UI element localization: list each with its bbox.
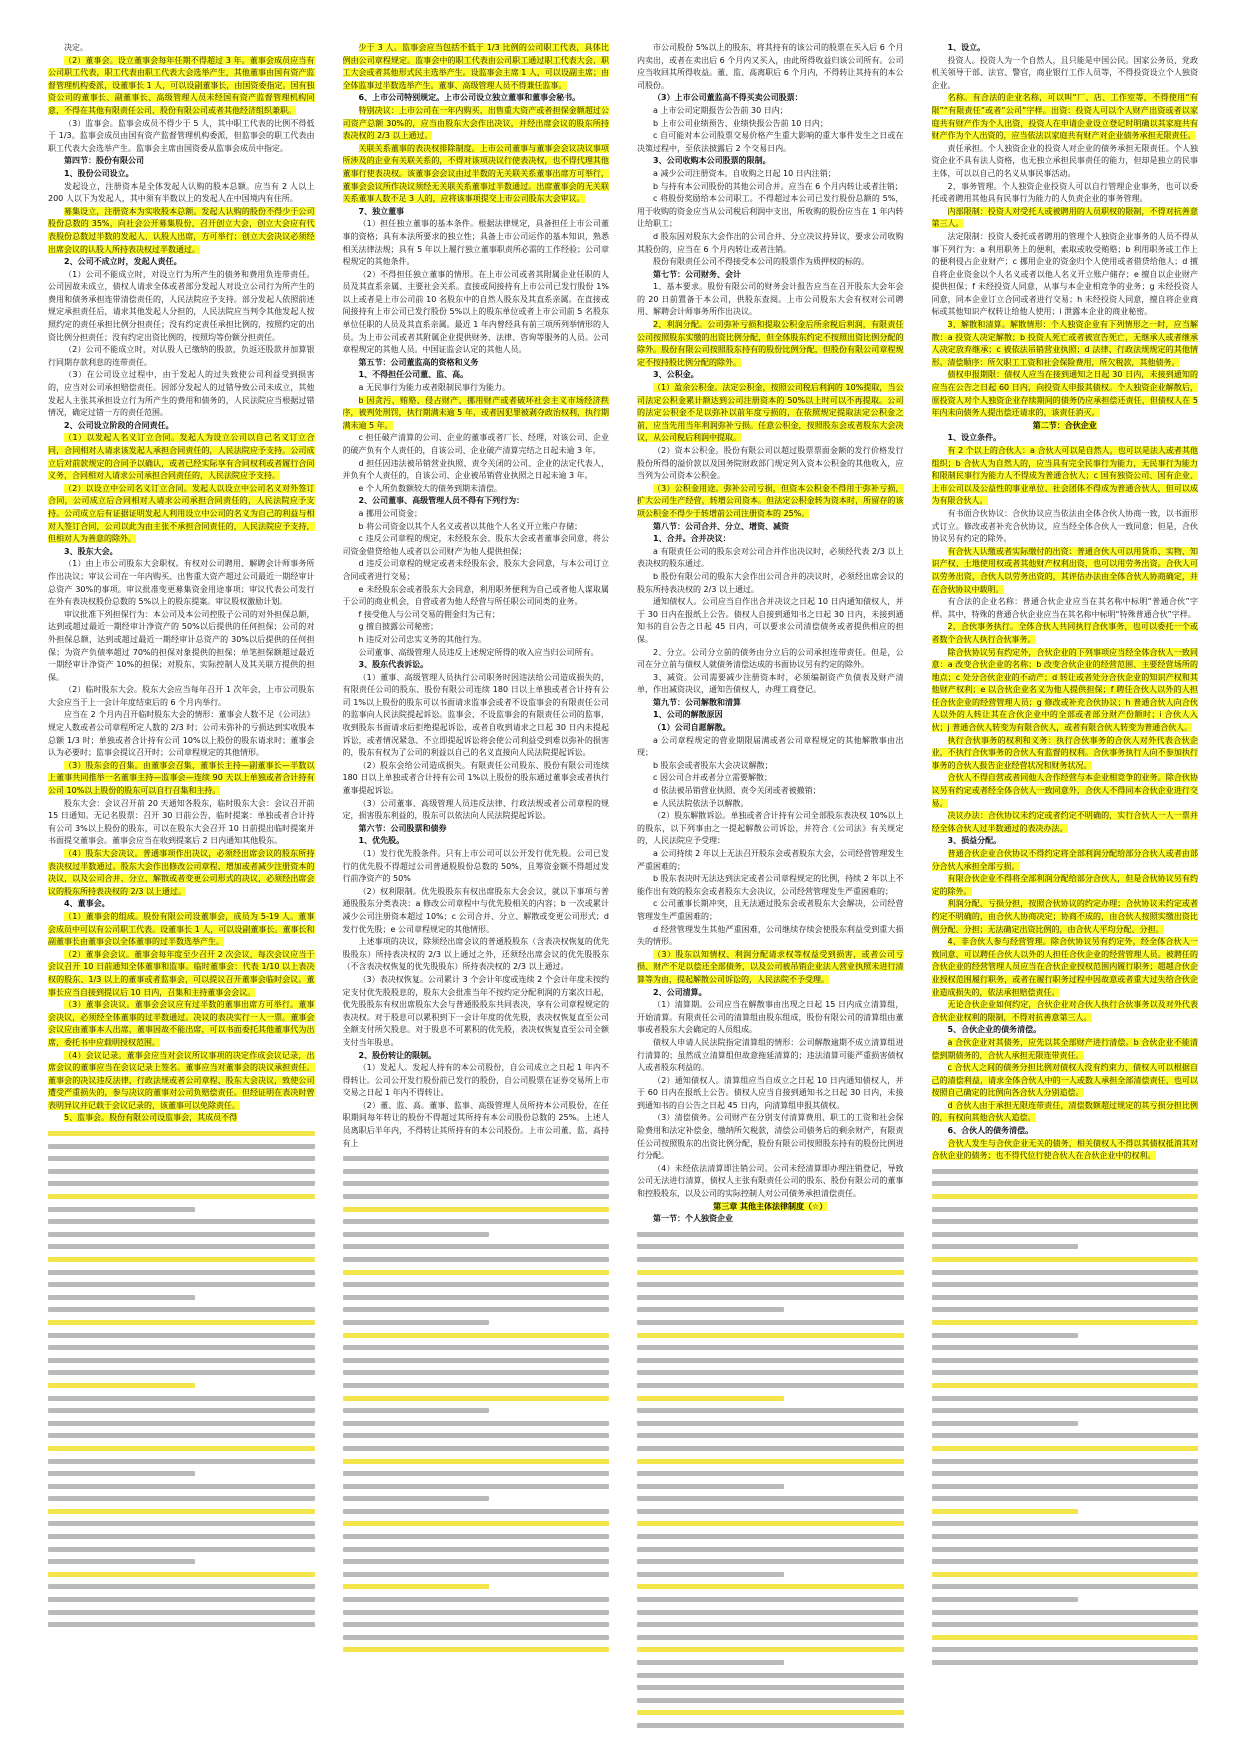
section-heading: 第三章 其他主体法律制度（☆） <box>713 1201 828 1211</box>
paragraph: （2）通知债权人。清算组应当自成立之日起 10 日内通知债权人，并于 60 日内在报纸上公告。债权人应当自接到通知书之日起 30 日内，未接到通知书的自公告之日起 45 日内，向清算组申报其债权。 <box>637 1075 904 1110</box>
paragraph: 3、损益分配。 <box>947 836 1002 846</box>
text-column-4 <box>932 42 1199 1732</box>
paragraph: 第八节：公司合并、分立、增资、减资 <box>653 521 789 531</box>
paragraph: 责任承担。个人独资企业的投资人对企业的债务承担无限责任。个人独资企业不具有法人资格，也无独立承担民事责任的能力，但却是独立的民事主体，可以以自己的名义从事民事活动。 <box>931 143 1198 178</box>
paragraph: d 合伙人由于承担无限连带责任，清偿数额超过规定的其亏损分担比例的，有权向其他合伙人追偿。 <box>931 1100 1198 1123</box>
paragraph: （3）监事会。监事会成员不得少于 5 人，其中职工代表的比例不得低于 1/3。监事会成员由国有资产监督管理机构委派，但监事会的职工代表由职工代表大会选举产生。监事会主席由国资委从监事会成员中指定。 <box>48 118 315 153</box>
paragraph: 3、股东代表诉讼。 <box>358 660 429 670</box>
paragraph: （3）公积金用途。弥补公司亏损，但资本公积金不得用于弥补亏损，扩大公司生产经营，转增公司资本。但法定公积金转为资本时，所留存的该项公积金不得少于转增前公司注册资本的 25%。 <box>637 483 904 518</box>
paragraph: c 合伙人之间的债务分担比例对债权人没有约束力，债权人可以根据自己的清偿利益，请求全体合伙人中的一人或数人承担全部清偿责任，也可以按照自己确定的比例向各合伙人分别追偿。 <box>931 1063 1198 1098</box>
paragraph: c 将股份奖励给本公司职工。不得超过本公司已发行股份总额的 5%，用于收购的资金应当从公司税后利润中支出，所收购的股份应当在 1 年内转让给职工； <box>637 194 904 229</box>
paragraph: （2）董事会。设立董事会每年任期不得超过 3 年。董事会成员应当有公司职工代表，职工代表由职工代表大会选举产生，其他董事由国有资产监督管理机构委派，设董事长 1 人，可以设副董事长，由国资委指定。国有独资公司的董事长、副董事长、高级管理人员未经国有资产监督管理机构同意，不得在其他有限责任公司、股份有限公司或者其他经济组织兼职。 <box>48 55 315 115</box>
text-column-2 <box>343 42 610 1732</box>
paragraph: a 挪用公司资金； <box>358 508 422 518</box>
paragraph: 债权申报期限：债权人应当在接到通知之日起 30 日内，未接到通知的应当在公告之日起 60 日内，向投资人申报其债权。个人独资企业解散后，原投资人对个人独资企业存续期间的债务仍应承担偿还责任，但债权人在 5 年内未向债务人提出偿还请求的，该责任消灭。 <box>931 370 1198 418</box>
paragraph: 公司董事、高级管理人员违反上述规定所得的收入应当归公司所有。 <box>358 647 599 657</box>
paragraph: 利润分配、亏损分担，按照合伙协议的约定办理；合伙协议未约定或者约定不明确的，由合伙人协商决定；协商不成的，由合伙人按照实缴出资比例分配、分担；无法确定出资比例的，由合伙人平均分配、分担。 <box>931 899 1198 934</box>
document-page <box>48 42 1198 1732</box>
paragraph: 合伙人不得自营或者同他人合作经营与本企业相竞争的业务。除合伙协议另有约定或者经全体合伙人一致同意外，合伙人不得同本合伙企业进行交易。 <box>931 773 1198 808</box>
paragraph: 决议办法：合伙协议未约定或者约定不明确的，实行合伙人一人一票并经全体合伙人过半数通过的表决办法。 <box>931 811 1198 833</box>
paragraph: （4）未经依法清算即注销公司。公司未经清算即办理注销登记，导致公司无法进行清算，债权人主张有限责任公司的股东、股份有限公司的董事和控股股东，以及公司的实际控制人对公司债务承担清偿责任。 <box>637 1163 904 1199</box>
paragraph: 无论合伙企业如何约定，合伙企业对合伙人执行合伙事务以及对外代表合伙企业权利的限制，不得对抗善意第三人。 <box>931 1000 1198 1022</box>
paragraph: 2、公司清算。 <box>653 987 707 997</box>
paragraph: （1）董事会的组成。股份有限公司设董事会，成员为 5-19 人。董事会成员中可以有公司职工代表。设董事长 1 人，可以设副董事长。董事长和副董事长由董事会以全体董事的过半数选举产生。 <box>48 911 315 947</box>
paragraph: 2、股份转让的限制。 <box>358 1050 437 1060</box>
paragraph: 1、基本要求。股份有限公司的财务会计报告应当在召开股东大会年会的 20 日前置备于本公司，供股东查阅。上市公司股东大会有权对公司聘用、解聘会计师事务所作出决议。 <box>637 282 904 317</box>
paragraph: 少于 3 人。监事会应当包括不低于 1/3 比例的公司职工代表，具体比例由公司章程规定。监事会中的职工代表由公司职工通过职工代表大会、职工大会或者其他形式民主选举产生。设监事会主席 1 人，可以设副主席；由全体监事过半数选举产生。董事、高级管理人员不得兼任监事。 <box>342 43 609 90</box>
paragraph: 1、设立。 <box>947 43 986 52</box>
paragraph: 第五节：公司董监高的资格和义务 <box>358 357 479 367</box>
paragraph: （3）上市公司董监高不得买卖公司股票： <box>653 93 803 103</box>
paragraph: g 擅自披露公司秘密； <box>358 622 439 632</box>
paragraph: c 自可能对本公司股票交易价格产生重大影响的重大事件发生之日或在决策过程中，至依法披露后 2 个交易日内。 <box>637 131 904 153</box>
paragraph: b 将公司资金以其个人名义或者以其他个人名义开立账户存储； <box>358 521 583 531</box>
paragraph: 除合伙协议另有约定外，合伙企业的下列事项应当经全体合伙人一致同意：a 改变合伙企业的名称；b 改变合伙企业的经营范围、主要经营场所的地点；c 处分合伙企业的不动产；d 转让或者处分合伙企业的知识产权和其他财产权利；e 以合伙企业名义为他人提供担保；f 聘任合伙人以外的人担任合伙企业的经营管理人员；g 修改或补充合伙协议；h 普通合伙人向合伙人以外的人转让其在合伙企业中的全部或者部分财产份额时；i 合伙人入伙；j 普通合伙人转变为有限合伙人，或者有限合伙人转变为普通合伙人。 <box>931 647 1198 733</box>
paragraph: （2）股东解散诉讼。单独或者合计持有公司全部股东表决权 10%以上的股东，以下列事由之一提起解散公司诉讼，并符合《公司法》有关规定的，人民法院应予受理： <box>637 811 904 846</box>
paragraph: c 违反公司章程的规定，未经股东会、股东大会或者董事会同意，将公司资金借贷给他人或者以公司财产为他人提供担保； <box>342 534 609 556</box>
paragraph: b 因贪污、贿赂、侵占财产、挪用财产或者破坏社会主义市场经济秩序，被判处刑罚，执行期满未逾 5 年，或者因犯罪被剥夺政治权利，执行期满未逾 5 年。 <box>342 395 609 430</box>
text-column-1 <box>48 42 315 1732</box>
paragraph: 法定限制：投资人委托或者聘用的管理个人独资企业事务的人员不得从事下列行为：a 利用职务上的便利，索取或收受贿赂；b 利用职务或工作上的便利侵占企业财产；c 挪用企业的资金归个人使用或者借贷给他人；d 擅自将企业资金以个人名义或者以他人名义开立账户储存；e 擅自以企业财产提供担保；f 未经投资人同意，从事与本企业相竞争的业务；g 未经投资人同意，同本企业订立合同或者进行交易；h 未经投资人同意，擅自将企业商标或其他知识产权转让给他人使用；i 泄露本企业的商业秘密。 <box>931 231 1198 317</box>
paragraph: 4、非合伙人参与经营管理。除合伙协议另有约定外，经全体合伙人一致同意，可以聘任合伙人以外的人担任合伙企业的经营管理人员。被聘任的合伙企业的经营管理人员应当在合伙企业授权范围内履行职务；超越合伙企业授权范围履行职务，或者在履行职务过程中因故意或者重大过失给合伙企业造成损失的，依法承担赔偿责任。 <box>931 937 1198 997</box>
paragraph: 市公司股份 5%以上的股东，将其持有的该公司的股票在买入后 6 个月内卖出，或者在卖出后 6 个月内又买入，由此所得收益归该公司所有。公司应当收回其所得收益。董、监、高离职后 6 个月内，不得转让其持有的本公司股份。 <box>637 43 904 90</box>
paragraph: （2）不得担任独立董事的情形。在上市公司或者其附属企业任职的人员及其直系亲属、主要社会关系。直接或间接持有上市公司已发行股份 1%以上或者是上市公司前 10 名股东中的自然人股东及其直系亲属。在直接或间接持有上市公司已发行股份 5%以上的股东单位或者上市公司前 5 名股东单位任职的人员及其直系亲属。最近 1 年内曾经具有前三项所列举情形的人员。为上市公司或者其附属企业提供财务、法律、咨询等服务的人员。公司章程规定的其他人员。中国证监会认定的其他人员。 <box>342 269 609 355</box>
paragraph: 2、公司设立阶段的合同责任。 <box>64 420 174 430</box>
paragraph: （1）担任独立董事的基本条件。根据法律规定，具备担任上市公司董事的资格；具有本法所要求的独立性；具备上市公司运作的基本知识，熟悉相关法律法规；具有 5 年以上履行独立董事职责所必需的工作经验；公司章程规定的其他条件。 <box>342 219 609 267</box>
paragraph: （1）盈余公积金。法定公积金，按照公司税后利润的 10%提取，当公司法定公积金累计额达到公司注册资本的 50%以上时可以不再提取。公司的法定公积金不足以弥补以前年度亏损的，在依照规定提取法定公积金之前，应当先用当年利润弥补亏损。任意公积金，按照股东会或者股东大会决议，从公司税后利润中提取。 <box>637 383 904 443</box>
paragraph: 3、解散和清算。解散情形：个人独资企业有下列情形之一时，应当解散：a 投资人决定解散；b 投资人死亡或者被宣告死亡，无继承人或者继承人决定放弃继承；c 被依法吊销营业执照；d 法律、行政法规规定的其他情形。清偿顺序：所欠职工工资和社会保险费用，所欠税款，其他债务。 <box>931 320 1198 367</box>
paragraph: 内部限制：投资人对受托人或被聘用的人员职权的限制，不得对抗善意第三人。 <box>931 206 1198 229</box>
text-column-3 <box>637 42 904 1732</box>
paragraph: 1、优先股。 <box>358 836 405 846</box>
paragraph: 执行合伙事务的权利和义务：执行合伙事务的合伙人对外代表合伙企业，不执行合伙事务的合伙人有监督的权利。合伙事务执行人向不参加执行事务的合伙人报告企业经营状况和财务状况。 <box>931 735 1198 770</box>
paragraph: （3）表决权恢复。公司累计 3 个会计年度或连续 2 个会计年度未按约定支付优先股股息的，股东大会批准当年不按约定分配利润的方案次日起，优先股股东有权出席股东大会与普通股股东共同表决，享有公司章程规定的表决权。对于股息可以累积到下一会计年度的优先股，表决权恢复直至公司全额支付所欠股息。对于股息不可累积的优先股，表决权恢复直至公司全额支付当年股息。 <box>342 974 609 1047</box>
paragraph: （4）股东大会决议。普通事项作出决议，必须经出席会议的股东所持表决权过半数通过。股东大会作出修改公司章程、增加或者减少注册资本的决议，以及公司合并、分立、解散或者变更公司形式的决议，必须经出席会议的股东所持表决权的 2/3 以上通过。 <box>48 849 315 896</box>
paragraph: （1）以发起人名义订立合同。发起人为设立公司以自己名义订立合同，合同相对人请求该发起人承担合同责任的，人民法院应予支持。公司成立后对前款规定的合同予以确认，或者已经实际享有合同权利或者履行合同义务，合同相对人请求公司承担合同责任的，人民法院应予支持。 <box>48 433 315 481</box>
paragraph: （1）由上市公司股东大会职权。有权对公司聘用、解聘会计师事务所作出决议；审议公司在一年内购买、出售重大资产超过公司最近一期经审计总资产 30%的事项。审议批准变更募集资金用途事项；审议代表公司发行在外有表决权股份总数的 5%以上的股东提案。审议股权激励计划。 <box>48 559 315 607</box>
paragraph: （2）董、监、高。董事、监事、高级管理人员所持本公司股份，在任职期间每年转让的股份不得超过其所持有本公司股份总数的 25%。上述人员离职后半年内，不得转让其所持有的本公司股份。上市公司董、监、高持有上 <box>342 1100 609 1148</box>
paragraph: （3）董事会决议。董事会会议应有过半数的董事出席方可举行。董事会决议，必须经全体董事的过半数通过。决议的表决实行一人一票。董事会会议应由董事本人出席，董事因故不能出席，可以书面委托其他董事代为出席，委托书中应载明授权范围。 <box>48 1000 315 1047</box>
paragraph: （1）发行优先股条件。只有上市公司可以公开发行优先股。公司已发行的优先股不得超过公司普通股股份总数的 50%，且筹资金额不得超过发行前净资产的 50% <box>342 849 609 884</box>
paragraph: 有合法的企业名称：普通合伙企业应当在其名称中标明“普通合伙”字样。其中，特殊的普通合伙企业应当在其名称中标明“特殊普通合伙”字样。 <box>931 597 1198 619</box>
paragraph: b 股东表决时无法达到法定或者公司章程规定的比例，持续 2 年以上不能作出有效的股东会或者股东大会决议，公司经营管理发生严重困难的； <box>637 874 904 896</box>
paragraph: 关联关系董事的表决权排除制度。上市公司董事与董事会会议决议事项所涉及的企业有关联关系的，不得对该项决议行使表决权，也不得代理其他董事行使表决权。该董事会会议由过半数的无关联关系董事出席方可举行，董事会会议所作决议须经无关联关系董事过半数通过。出席董事会的无关联关系董事人数不足 3 人的，应将该事项提交上市公司股东大会审议。 <box>342 143 609 204</box>
paragraph: 合伙人发生与合伙企业无关的债务，相关债权人不得以其债权抵消其对合伙企业的债务；也不得代位行使合伙人在合伙企业中的权利。 <box>931 1138 1198 1161</box>
paragraph: 普通合伙企业合伙协议不得约定将全部利润分配给部分合伙人或者由部分合伙人承担全部亏损。 <box>931 849 1198 871</box>
paragraph: b 股东会或者股东大会决议解散； <box>653 760 773 770</box>
paragraph: d 担任因违法被吊销营业执照、责令关闭的公司、企业的法定代表人，并负有个人责任的，自该公司、企业被吊销营业执照之日起未逾 3 年。 <box>342 458 609 481</box>
paragraph: （1）董事、高级管理人员执行公司职务时因违法给公司造成损失的，有限责任公司的股东、股份有限公司连续 180 日以上单独或者合计持有公司 1%以上股份的股东可以书面请求监事会或者不设监事会的有限责任公司的监事向人民法院提起诉讼。监事会、不设监事会的有限责任公司的监事，收到股东书面请求后拒绝提起诉讼，或者自收到请求之日起 30 日内未提起诉讼，或者情况紧急、不立即提起诉讼将会使公司利益受到难以弥补的损害的，股东有权为了公司的利益以自己的名义直接向人民法院提起诉讼。 <box>342 672 609 758</box>
paragraph: （2）股东会给公司造成损失。有限责任公司股东、股份有限公司连续 180 日以上单独或者合计持有公司 1%以上股份的股东通过董事会或者执行董事提起诉讼。 <box>342 760 609 796</box>
paragraph: （2）董事会会议。董事会每年度至少召开 2 次会议，每次会议应当于会议召开 10 日前通知全体董事和监事。临时董事会：代表 1/10 以上表决权的股东、1/3 以上的董事或者监事会，可以提议召开董事会临时会议。董事长应当自接到提议后 10 日内，召集和主持董事会会议。 <box>48 949 315 997</box>
paragraph: 2、分立。公司分立前的债务由分立后的公司承担连带责任。但是，公司在分立前与债权人就债务清偿达成的书面协议另有约定的除外。 <box>637 647 904 670</box>
text-filler <box>48 1127 315 1631</box>
paragraph: 1、股份公司设立。 <box>64 168 134 178</box>
paragraph: c 公司董事长期冲突，且无法通过股东会或者股东大会解决，公司经营管理发生严重困难的； <box>637 899 904 921</box>
paragraph: （2）权利限制。优先股股东有权出席股东大会会议，就以下事项与普通股股东分类表决：a 修改公司章程中与优先股相关的内容；b 一次或累计减少公司注册资本超过 10%；c 公司合并、分立、解散或变更公司形式；d 发行优先股；e 公司章程规定的其他情形。 <box>342 886 609 934</box>
paragraph: 第七节：公司财务、会计 <box>653 269 741 279</box>
section-heading: 第二节：合伙企业 <box>1032 420 1097 430</box>
paragraph: 决定。 <box>64 43 88 52</box>
paragraph: a 无民事行为能力或者限制民事行为能力。 <box>358 383 510 393</box>
paragraph: a 公司持续 2 年以上无法召开股东会或者股东大会，公司经营管理发生严重困难的； <box>637 849 904 871</box>
paragraph: （3）股东会的召集。由董事会召集，董事长主持—副董事长—半数以上董事共同推举一名董事主持—监事会—连续 90 天以上单独或者合计持有公司 10%以上股份的股东可以自行召集和主持。 <box>48 760 315 796</box>
paragraph: d 依法被吊销营业执照、责令关闭或者被撤销； <box>653 786 821 796</box>
paragraph: （2）资本公积金。股份有限公司以超过股票票面金额的发行价格发行股份所得的溢价款以及国务院财政部门规定列入资本公积金的其他收入，应当列为公司资本公积金。 <box>637 446 904 481</box>
paragraph: （2）以设立中公司名义订立合同。发起人以设立中公司名义对外签订合同，公司成立后合同相对人请求公司承担合同责任的，人民法院应予支持。公司成立后有证据证明发起人利用设立中公司的名义为自己的利益与相对人签订合同，公司以此为由主张不承担合同责任的，人民法院应予支持，但相对人为善意的除外。 <box>48 483 315 544</box>
paragraph: d 股东因对股东大会作出的公司合并、分立决议持异议，要求公司收购其股份的，应当在 6 个月内转让或者注销。 <box>637 231 904 254</box>
paragraph: 有 2 个以上的合伙人：a 合伙人可以是自然人，也可以是法人或者其他组织；b 合伙人为自然人的，应当具有完全民事行为能力，无民事行为能力和限制民事行为能力人不得成为普通合伙人；c 国有独资公司、国有企业、上市公司以及公益性的事业单位、社会团体不得成为普通合伙人，但可以成为有限合伙人。 <box>931 446 1198 506</box>
paragraph: 名称。有合法的企业名称，可以叫“厂、店、工作室等，不得使用“有限”“有限责任”或者“公司”字样。出资：投资人可以个人财产出资或者以家庭共有财产作为个人出资，投资人在申请企业设立登记时明确以其家庭共有财产作为个人出资的，应当依法以家庭共有财产对企业债务承担无限责任。 <box>931 93 1198 141</box>
paragraph: 有书面合伙协议：合伙协议应当依法由全体合伙人协商一致，以书面形式订立。修改或者补充合伙协议，应当经全体合伙人一致同意；但是，合伙协议另有约定的除外。 <box>931 508 1198 544</box>
paragraph: （1）发起人。发起人持有的本公司股份，自公司成立之日起 1 年内不得转让。公司公开发行股份前已发行的股份，自公司股票在证券交易所上市交易之日起 1 年内不得转让。 <box>342 1063 609 1098</box>
paragraph: d 经营管理发生其他严重困难，公司继续存续会使股东利益受到重大损失的情形。 <box>637 924 904 947</box>
paragraph: 有合伙人认缴或者实际缴付的出资：普通合伙人可以用货币、实物、知识产权、土地使用权或者其他财产权利出资，也可以用劳务出资。合伙人可以劳务出资，合伙人以劳务出资的，其评估办法由全体合伙人协商确定，并在合伙协议中载明。 <box>931 546 1198 594</box>
paragraph: 投资人。投资人为一个自然人，且只能是中国公民。国家公务员、党政机关领导干部、法官、警官，商业银行工作人员等，不得投资设立个人独资企业。 <box>931 55 1198 90</box>
paragraph: 上述事项的决议，除须经出席会议的普通股股东（含表决权恢复的优先股股东）所持表决权的 2/3 以上通过之外，还须经出席会议的优先股股东（不含表决权恢复的优先股股东）所持表决权的 2/3 以上通过。 <box>342 937 609 972</box>
paragraph: （3）在公司设立过程中，由于发起人的过失致使公司利益受到损害的，应当对公司承担赔偿责任。因部分发起人的过错导致公司未成立，其他发起人主张其承担设立行为所产生的费用和债务的，人民法院应当根据过错情况，确定过错一方的责任范围。 <box>48 370 315 418</box>
paragraph: 2、公司董事、高级管理人员不得有下列行为： <box>358 496 525 506</box>
paragraph: a 减少公司注册资本。自收购之日起 10 日内注销； <box>653 168 836 178</box>
paragraph: 审议批准下列担保行为：本公司及本公司控股子公司的对外担保总额，达到或超过最近一期经审计净资产的 50%以后提供的任何担保；公司的对外担保总额，达到或超过最近一期经审计总资产的 30%以后提供的任何担保；为资产负债率超过 70%的担保对象提供的担保；单笔担保额超过最近一期经审计净资产 10%的担保；对股东、实际控制人及其关联方提供的担保。 <box>48 609 315 682</box>
paragraph: a 合伙企业对其债务，应先以其全部财产进行清偿。b 合伙企业不能清偿到期债务的，合伙人承担无限连带责任。 <box>931 1037 1198 1060</box>
paragraph: 4、董事会。 <box>64 899 110 909</box>
paragraph: 3、公司收购本公司股票的限制。 <box>653 156 771 166</box>
paragraph: 1、公司的解散原因 <box>653 710 723 720</box>
paragraph: 2、事务管理。个人独资企业投资人可以自行管理企业事务，也可以委托或者聘用其他具有民事行为能力的人负责企业的事务管理。 <box>931 181 1198 204</box>
paragraph: 2、合伙事务执行。全体合伙人共同执行合伙事务，也可以委托一个或者数个合伙人执行合伙事务。 <box>931 622 1198 644</box>
paragraph: c 担任破产清算的公司、企业的董事或者厂长、经理，对该公司、企业的破产负有个人责任的，自该公司、企业破产清算完结之日起未逾 3 年。 <box>342 433 609 455</box>
paragraph: e 个人所负数额较大的债务到期未清偿。 <box>358 483 502 493</box>
paragraph: （1）公司自愿解散。 <box>653 723 731 733</box>
paragraph: 通知债权人。公司应当自作出合并决议之日起 10 日内通知债权人，并于 30 日内在报纸上公告。债权人自接到通知书之日起 30 日内，未接到通知书的自公告之日起 45 日内，可以要求公司清偿债务或者提供相应的担保。 <box>637 597 904 644</box>
paragraph: 3、股东大会。 <box>64 546 118 556</box>
paragraph: a 上市公司定期报告公告前 30 日内； <box>653 105 788 115</box>
paragraph: 第九节：公司解散和清算 <box>653 697 741 707</box>
paragraph: 3、减资。公司需要减少注册资本时，必须编制资产负债表及财产清单，作出减资决议，通知告债权人，办理工商登记。 <box>637 672 904 695</box>
paragraph: （4）会议记录。董事会应当对会议所议事项的决定作成会议记录，出席会议的董事应当在会议记录上签名。董事应当对董事会的决议承担责任。董事会的决议违反法律、行政法规或者公司章程、股东大会决议，致使公司遭受严重损失的，参与决议的董事对公司负赔偿责任。但经证明在表决时曾表明异议并记载于会议记录的，该董事可以免除责任。 <box>48 1050 315 1110</box>
paragraph: 第四节：股份有限公司 <box>64 156 144 166</box>
paragraph: 5、监事会。股份有限公司设监事会，其成员不得 <box>64 1113 238 1123</box>
paragraph: 1、不得担任公司董、监、高。 <box>358 370 469 380</box>
paragraph: 发起设立，注册资本是全体发起人认购的股本总额。应当有 2 人以上 200 人以下为发起人，其中须有半数以上的发起人在中国境内有住所。 <box>48 181 315 204</box>
paragraph: 6、上市公司特别规定。上市公司设立独立董事和董事会秘书。 <box>358 93 581 103</box>
paragraph: a 有限责任公司的股东会对公司合并作出决议时，必须经代表 2/3 以上表决权的股东通过。 <box>637 546 904 569</box>
paragraph: 债权人申请人民法院指定清算组的情形：公司解散逾期不成立清算组进行清算的；虽然成立清算组但故意拖延清算的；违法清算可能严重损害债权人或者股东利益的。 <box>637 1037 904 1073</box>
paragraph: 7、独立董事 <box>358 206 405 216</box>
text-filler <box>637 1228 904 1732</box>
paragraph: （3）清偿债务。公司财产在分别支付清算费用、职工的工资和社会保险费用和法定补偿金，缴纳所欠税款，清偿公司债务后的剩余财产，有限责任公司按照股东的出资比例分配，股份有限公司按照股东持有的股份比例进行分配。 <box>637 1113 904 1161</box>
paragraph: e 未经股东会或者股东大会同意，利用职务便利为自己或者他人谋取属于公司的商业机会，自营或者为他人经营与所任职公司同类的业务。 <box>342 584 609 607</box>
paragraph: 股份有限责任公司不得接受本公司的股票作为质押权的标的。 <box>653 257 869 267</box>
paragraph: b 与持有本公司股份的其他公司合并。应当在 6 个月内转让或者注销； <box>653 181 903 191</box>
paragraph: （1）公司不能成立时，对设立行为所产生的债务和费用负连带责任。公司因故未成立，债权人请求全体或者部分发起人对设立公司行为所产生的费用和债务承担连带清偿责任的，人民法院应予支持。部分发起人依照前述规定承担责任后，请求其他发起人分担的，人民法院应当判令其他发起人按照约定的责任承担比例分担责任；没有约定责任承担比例的，按照约定的出资比例分担责任；没有约定出资比例的，按照均等份额分担责任。 <box>48 269 315 342</box>
paragraph: e 人民法院依法予以解散。 <box>653 798 749 808</box>
paragraph: b 上市公司业绩预告、业绩快报公告前 10 日内； <box>653 118 828 128</box>
paragraph: （3）股东以知情权、利润分配请求权等权益受到损害，或者公司亏损、财产不足以偿还全部债务，以及公司被吊销企业法人营业执照未进行清算等为由，提起解散公司诉讼的，人民法院不予受理。 <box>637 949 904 984</box>
paragraph: （1）清算期。公司应当在解散事由出现之日起 15 日内成立清算组，开始清算。有限责任公司的清算组由股东组成，股份有限公司的清算组由董事或者股东大会确定的人员组成。 <box>637 1000 904 1035</box>
paragraph: 2、公司不成立时，发起人责任。 <box>64 257 182 267</box>
paragraph: （2）公司不能成立时，对认股人已缴纳的股款，负返还股款并加算银行同期存款利息的连带责任。 <box>48 345 315 367</box>
paragraph: 2、利润分配。公司弥补亏损和提取公积金后所余税后利润，有限责任公司按照股东实缴的出资比例分配，但全体股东约定不按照出资比例分配的除外。股份有限公司按照股东持有的股份比例分配，但股份有限公司章程规定不按持股比例分配的除外。 <box>637 320 904 367</box>
text-filler <box>932 1165 1199 1669</box>
paragraph: 有限合伙企业不得将全部利润分配给部分合伙人，但是合伙协议另有约定的除外。 <box>931 874 1198 896</box>
paragraph: 第一节：个人独资企业 <box>653 1214 733 1224</box>
paragraph: （3）公司董事、高级管理人员违反法律、行政法规或者公司章程的规定，损害股东利益的，股东可以依法向人民法院提起诉讼。 <box>342 798 609 821</box>
paragraph: 6、合伙人的债务清偿。 <box>947 1126 1034 1136</box>
paragraph: 3、公积金。 <box>653 370 699 380</box>
text-filler <box>343 1152 610 1656</box>
paragraph: 5、合伙企业的债务清偿。 <box>947 1025 1042 1035</box>
paragraph: 特别决议：上市公司在一年内购买、出售重大资产或者担保金额超过公司资产总额 30%的，应当由股东大会作出决议，并经出席会议的股东所持表决权的 2/3 以上通过。 <box>342 105 609 141</box>
paragraph: 股东大会：会议召开前 20 天通知各股东，临时股东大会：会议召开前 15 日通知。无记名股票：召开 30 日前公告，临时提案：单独或者合计持有公司 3%以上股份的股东，可以在股东大会召开 10 日前提出临时提案并书面提交董事会。董事会应当在收到提案后 2 日内通知其他股东。 <box>48 798 315 846</box>
paragraph: b 股份有限公司的股东大会作出公司合并的决议时，必须经出席会议的股东所持表决权的 2/3 以上通过。 <box>637 571 904 594</box>
paragraph: 募集设立，注册资本为实收股本总额。发起人认购的股份不得少于公司股份总数的 35%，向社会公开募集股份，召开创立大会，创立大会应有代表股份总数过半数的发起人、认股人出席，方可举行；创立大会决议必须经出席会议的认股人所持表决权过半数通过。 <box>48 206 315 254</box>
paragraph: 1、设立条件。 <box>947 433 1002 443</box>
paragraph: （2）临时股东大会。股东大会应当每年召开 1 次年会，上市公司股东大会应当于上一会计年度结束后的 6 个月内举行。 <box>48 685 315 707</box>
paragraph: f 接受他人与公司交易的佣金归为己有； <box>358 609 500 619</box>
paragraph: a 公司章程规定的营业期限届满或者公司章程规定的其他解散事由出现； <box>637 735 904 758</box>
paragraph: 1、合并。合并决议： <box>653 534 731 544</box>
paragraph: 应当在 2 个月内召开临时股东大会的情形：董事会人数不足《公司法》规定人数或者公司章程所定人数的 2/3 时；公司未弥补的亏损达到实收股本总额 1/3 时；单独或者合计持有公司 10%以上股份的股东请求时；董事会认为必要时；监事会提议召开时；公司章程规定的其他情形。 <box>48 710 315 758</box>
paragraph: c 因公司合并或者分立需要解散； <box>653 773 772 783</box>
paragraph: h 违反对公司忠实义务的其他行为。 <box>358 634 487 644</box>
paragraph: d 违反公司章程的规定或者未经股东会、股东大会同意，与本公司订立合同或者进行交易； <box>342 559 609 581</box>
paragraph: 第六节：公司股票和债券 <box>358 823 447 833</box>
